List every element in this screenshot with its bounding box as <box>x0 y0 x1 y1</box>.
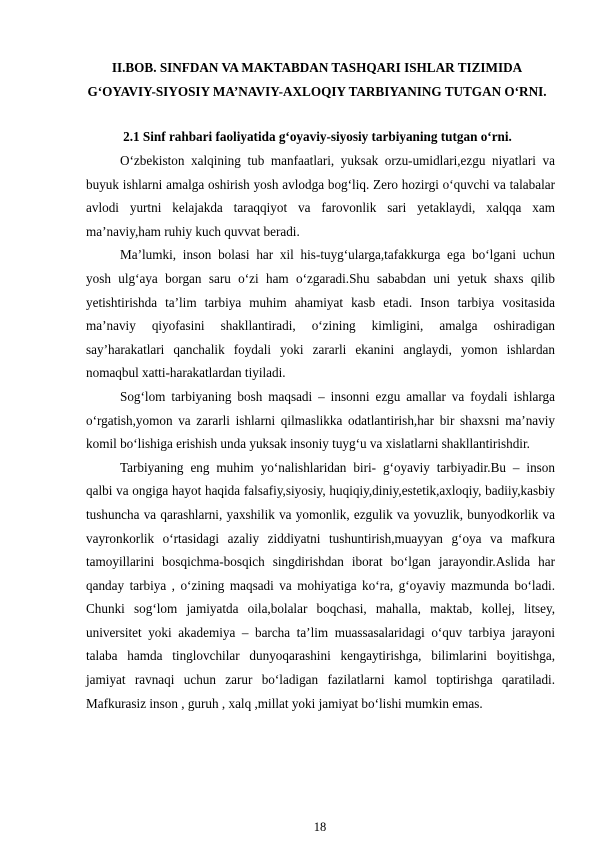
paragraph: Tarbiyaning eng muhim yo‘nalishlaridan biri- g‘oyaviy tarbiyadir.Bu – inson qalbi va ongiga hayot haqida falsafiy,siyosiy, huqiqiy,diniy,estetik,axloqiy, badiiy,kasbiy tushuncha va qarashlarni, yaxshilik va yomonlik, ezgulik va yovuzlik, bunyodkorlik va vayronkorlik o‘rtasidagi azaliy ziddiyatni tushuntirish,muayyan g‘oya va mafkura tamoyillarini bosqichma-bosqich singdirishdan iborat bo‘lgan jarayondir.Aslida har qanday tarbiya , o‘zining maqsadi va mohiyatiga ko‘ra, g‘oyaviy mazmunda bo‘ladi. Chunki sog‘lom jamiyatda oila,bolalar boqchasi, mahalla, maktab, kollej, litsey, universitet yoki akademiya – barcha ta’lim muassasalaridagi o‘quv tarbiya jarayoni talaba hamda tinglovchilar dunyoqarashini kengaytirishga, bilimlarini boyitishga, jamiyat ravnaqi uchun zarur bo‘ladigan fazilatlarni kamol toptirishga qaratiladi. Mafkurasiz inson , guruh , xalq ,millat yoki jamiyat bo‘lishi mumkin emas. <box>86 459 555 711</box>
paragraph: Ma’lumki, inson bolasi har xil his-tuyg‘ularga,tafakkurga ega bo‘lgani uchun yosh ulg‘aya borgan saru o‘zi ham o‘zgaradi.Shu sababdan uni yetuk shaxs qilib yetishtirishda ta’lim tarbiya muhim ahamiyat kasb etadi. Inson tarbiya vositasida ma’naviy qiyofasini shakllantiradi, o‘zining kimligini, amalga oshiradigan say’harakatlari qanchalik foydali yoki zararli ekanini anglaydi, yomon ishlardan nomaqbul xatti-harakatlardan tiyiladi. <box>86 247 555 381</box>
chapter-title: II.BOB. SINFDAN VA MAKTABDAN TASHQARI ISHLAR TIZIMIDA G‘OYAVIY-SIYOSIY MA’NAVIY-AXLOQIY TARBIYANING TUTGAN O‘RNI. <box>87 60 547 99</box>
body-text <box>86 149 555 715</box>
paragraph: O‘zbekiston xalqining tub manfaatlari, yuksak orzu-umidlari,ezgu niyatlari va buyuk ishlarni amalga oshirish yosh avlodga bog‘liq. Zero hozirgi o‘quvchi va talabalar avlodi yurtni kelajakda taraqqiyot va farovonlik sari yetaklaydi, xalqqa xam ma’naviy,ham ruhiy kuch quvvat beradi. <box>86 153 555 239</box>
section-title: 2.1 Sinf rahbari faoliyatida g‘oyaviy-siyosiy tarbiyaning tutgan o‘rni. <box>123 129 512 144</box>
paragraph: Sog‘lom tarbiyaning bosh maqsadi – insonni ezgu amallar va foydali ishlarga o‘rgatish,yomon va zararli ishlarni qilmaslikka odatlantirish,har bir shaxsni ma’naviy komil bo‘lishiga erishish unda yuksak insoniy tuyg‘u va xislatlarni shakllantirishdir. <box>86 388 555 452</box>
page-number: 18 <box>313 820 327 834</box>
